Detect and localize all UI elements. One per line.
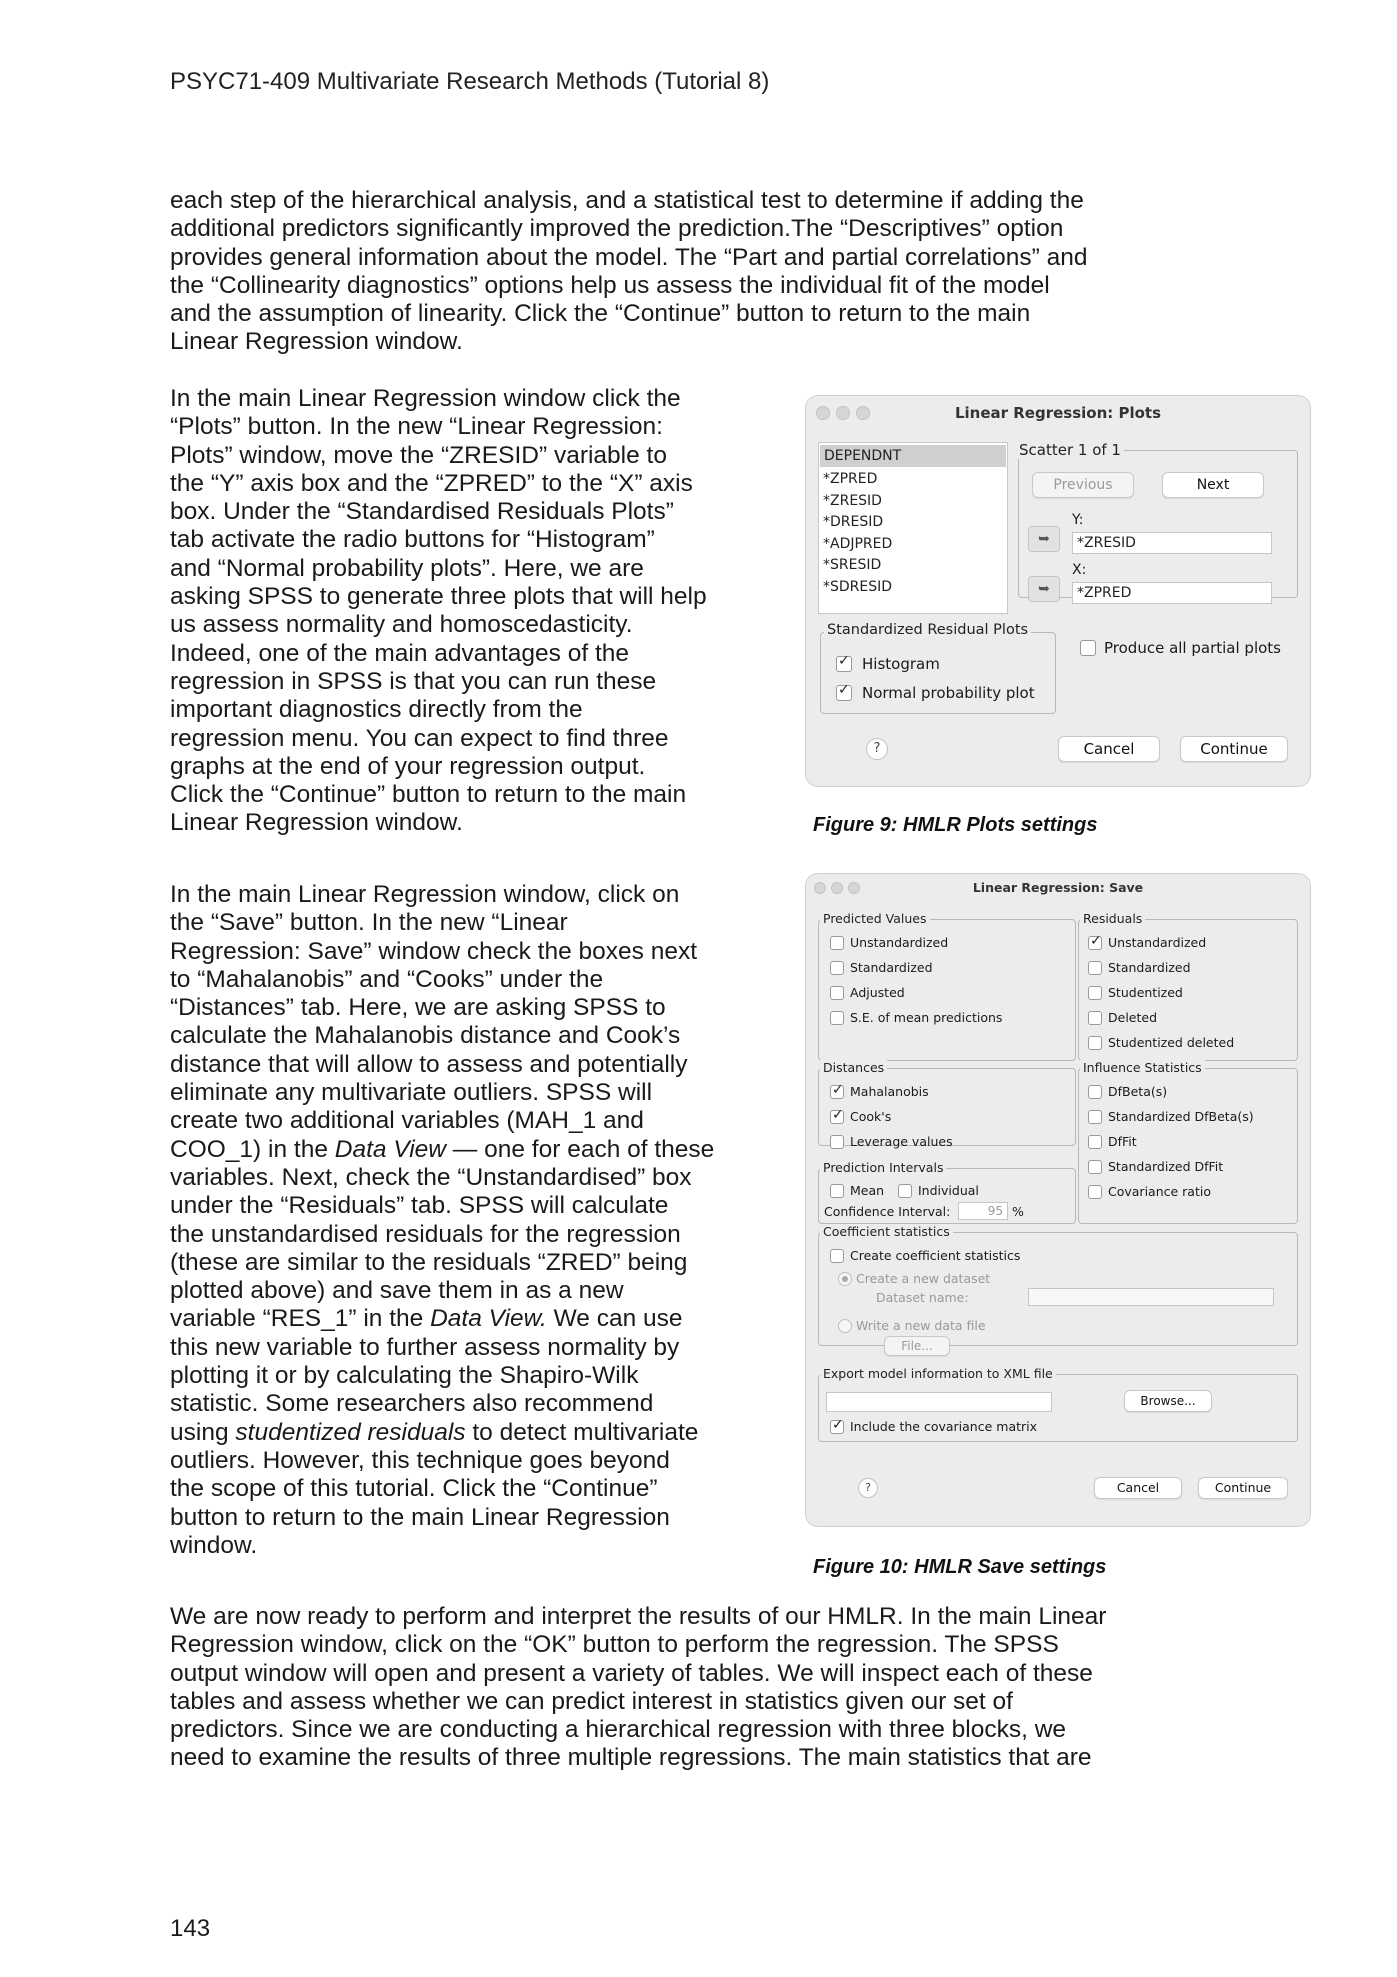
cancel-button[interactable]: Cancel: [1094, 1477, 1182, 1499]
text-line: outliers. However, this technique goes beyond: [170, 1446, 670, 1474]
text-line: distance that will allow to assess and potentially: [170, 1050, 688, 1078]
create-coef-checkbox[interactable]: [830, 1249, 844, 1263]
text-run: COO_1) in the: [170, 1135, 335, 1163]
y-axis-label: Y:: [1072, 512, 1084, 528]
pv-standardized-label: Standardized: [850, 960, 933, 975]
covariance-ratio-label: Covariance ratio: [1108, 1184, 1211, 1199]
confidence-interval-field[interactable]: 95: [958, 1202, 1008, 1220]
text-line: statistic. Some researchers also recommend: [170, 1390, 654, 1418]
variable-list[interactable]: [818, 442, 1008, 614]
list-item[interactable]: *SRESID: [823, 557, 882, 573]
std-residual-label: Standardized Residual Plots: [824, 622, 1031, 638]
zoom-window-icon[interactable]: [848, 882, 860, 894]
paragraph-results: [170, 1603, 1270, 1773]
r-studentized-deleted-checkbox[interactable]: [1088, 1036, 1102, 1050]
text-run: We can use: [546, 1305, 683, 1333]
pv-unstandardized-label: Unstandardized: [850, 935, 949, 950]
mahalanobis-checkbox[interactable]: [830, 1085, 844, 1099]
text-run: using: [170, 1418, 236, 1446]
text-line: asking SPSS to generate three plots that will help: [170, 583, 707, 611]
write-file-label: Write a new data file: [856, 1318, 986, 1333]
pv-se-label: S.E. of mean predictions: [850, 1010, 1003, 1025]
text-line: Plots” window, move the “ZRESID” variable to: [170, 441, 667, 469]
r-deleted-label: Deleted: [1108, 1010, 1158, 1025]
list-item[interactable]: DEPENDNT: [820, 445, 1006, 467]
text-line: Regression: Save” window check the boxes next: [170, 937, 698, 965]
move-to-x-arrow-icon[interactable]: ➥: [1028, 576, 1060, 602]
text-line: the “Collinearity diagnostics” options help us assess the individual fit of the model: [170, 271, 1050, 299]
export-path-field[interactable]: [826, 1392, 1052, 1412]
text-line: [170, 1305, 790, 1333]
r-studentized-deleted-label: Studentized deleted: [1108, 1035, 1235, 1050]
text-line: (these are similar to the residuals “ZRED” being: [170, 1248, 688, 1276]
text-line: to “Mahalanobis” and “Cooks” under the: [170, 965, 604, 993]
pv-adjusted-label: Adjusted: [850, 985, 905, 1000]
pv-se-checkbox[interactable]: [830, 1011, 844, 1025]
page-header: PSYC71-409 Multivariate Research Methods (Tutorial 8): [170, 68, 770, 95]
text-line: this new variable to further assess normality by: [170, 1333, 680, 1361]
text-line: eliminate any multivariate outliers. SPSS will: [170, 1079, 653, 1107]
text-line: calculate the Mahalanobis distance and Cook’s: [170, 1022, 681, 1050]
plots-dialog: [806, 396, 1310, 786]
file-button[interactable]: File...: [884, 1336, 950, 1356]
new-dataset-radio[interactable]: [838, 1272, 852, 1286]
cooks-checkbox[interactable]: [830, 1110, 844, 1124]
list-item[interactable]: *ZRESID: [823, 492, 882, 509]
pi-individual-checkbox[interactable]: [898, 1184, 912, 1198]
text-line: additional predictors significantly improved the prediction.The “Descriptives” option: [170, 215, 1064, 243]
std-dffit-checkbox[interactable]: [1088, 1160, 1102, 1174]
text-line: tab activate the radio buttons for “Histogram”: [170, 526, 655, 554]
page-number: 143: [170, 1915, 211, 1942]
text-line: predictors. Since we are conducting a hierarchical regression with three blocks, we: [170, 1716, 1067, 1744]
pi-mean-checkbox[interactable]: [830, 1184, 844, 1198]
dfbeta-label: DfBeta(s): [1108, 1084, 1168, 1099]
text-run-italic: Data View: [334, 1135, 446, 1163]
text-run: — one for each of these: [446, 1135, 715, 1163]
close-window-icon[interactable]: [814, 882, 826, 894]
text-line: the scope of this tutorial. Click the “Continue”: [170, 1475, 658, 1503]
cancel-button[interactable]: Cancel: [1058, 736, 1160, 762]
text-run: to detect multivariate: [465, 1418, 699, 1446]
distances-label: Distances: [820, 1060, 887, 1075]
continue-button[interactable]: Continue: [1198, 1477, 1288, 1499]
covariance-ratio-checkbox[interactable]: [1088, 1185, 1102, 1199]
text-line: tables and assess whether we can predict interest in statistics given our set of: [170, 1687, 1013, 1715]
pv-adjusted-checkbox[interactable]: [830, 986, 844, 1000]
pv-unstandardized-checkbox[interactable]: [830, 936, 844, 950]
text-line: and the assumption of linearity. Click the “Continue” button to return to the main: [170, 300, 1031, 328]
zoom-window-icon[interactable]: [856, 406, 870, 420]
dffit-label: DfFit: [1108, 1134, 1137, 1149]
partial-plots-checkbox[interactable]: [1080, 640, 1096, 656]
leverage-checkbox[interactable]: [830, 1135, 844, 1149]
text-line: Linear Regression window.: [170, 328, 463, 356]
x-axis-label: X:: [1072, 562, 1087, 578]
help-button[interactable]: ?: [866, 738, 888, 760]
help-button[interactable]: ?: [858, 1478, 878, 1498]
normal-plot-checkbox[interactable]: [836, 685, 852, 701]
text-line: the “Y” axis box and the “ZPRED” to the “X” axis: [170, 469, 693, 497]
text-line: “Plots” button. In the new “Linear Regression:: [170, 413, 663, 441]
y-axis-field[interactable]: *ZRESID: [1072, 532, 1272, 554]
plots-dialog-title: Linear Regression: Plots: [954, 404, 1162, 422]
text-line: and “Normal probability plots”. Here, we are: [170, 554, 644, 582]
text-run-italic: studentized residuals: [235, 1418, 466, 1446]
figure-10-caption: Figure 10: HMLR Save settings: [813, 1556, 1107, 1578]
x-axis-field[interactable]: *ZPRED: [1072, 582, 1272, 604]
coefficient-label: Coefficient statistics: [820, 1224, 953, 1239]
text-line: In the main Linear Regression window click the: [170, 385, 681, 412]
list-item[interactable]: *ZPRED: [823, 471, 878, 487]
create-coef-label: Create coefficient statistics: [850, 1248, 1021, 1263]
previous-button[interactable]: Previous: [1032, 472, 1134, 498]
paragraph-save: [170, 881, 790, 1560]
text-line: each step of the hierarchical analysis, and a statistical test to determine if adding the: [170, 187, 1084, 214]
r-unstandardized-label: Unstandardized: [1108, 935, 1207, 950]
dfbeta-checkbox[interactable]: [1088, 1085, 1102, 1099]
pi-mean-label: Mean: [850, 1183, 885, 1198]
text-run-italic: Data View.: [430, 1305, 547, 1333]
histogram-label: Histogram: [862, 655, 940, 673]
std-dfbeta-label: Standardized DfBeta(s): [1108, 1109, 1254, 1124]
minimize-window-icon[interactable]: [831, 882, 843, 894]
r-studentized-label: Studentized: [1108, 985, 1183, 1000]
text-line: under the “Residuals” tab. SPSS will calculate: [170, 1192, 669, 1220]
histogram-checkbox[interactable]: [836, 656, 852, 672]
text-line: us assess normality and homoscedasticity.: [170, 611, 633, 639]
std-dffit-label: Standardized DfFit: [1108, 1159, 1224, 1174]
dffit-checkbox[interactable]: [1088, 1135, 1102, 1149]
text-run: variable “RES_1” in the: [170, 1305, 431, 1333]
text-line: create two additional variables (MAH_1 and: [170, 1107, 644, 1135]
list-item[interactable]: *DRESID: [823, 514, 884, 530]
text-line: In the main Linear Regression window, click on: [170, 881, 680, 908]
browse-button[interactable]: Browse...: [1124, 1390, 1212, 1412]
r-deleted-checkbox[interactable]: [1088, 1011, 1102, 1025]
text-line: graphs at the end of your regression output.: [170, 752, 646, 780]
next-button[interactable]: Next: [1162, 472, 1264, 498]
text-line: output window will open and present a variety of tables. We will inspect each of these: [170, 1659, 1093, 1687]
r-unstandardized-checkbox[interactable]: [1088, 936, 1102, 950]
text-line: important diagnostics directly from the: [170, 696, 583, 724]
partial-plots-label: Produce all partial plots: [1104, 639, 1281, 657]
text-line: plotting it or by calculating the Shapiro-Wilk: [170, 1362, 639, 1390]
paragraph-plots: [170, 385, 790, 838]
text-line: [170, 1136, 790, 1164]
pi-individual-label: Individual: [918, 1183, 979, 1198]
move-to-y-arrow-icon[interactable]: ➥: [1028, 526, 1060, 552]
text-line: variables. Next, check the “Unstandardised” box: [170, 1163, 692, 1191]
dataset-name-field[interactable]: [1028, 1288, 1274, 1306]
cooks-label: Cook's: [850, 1109, 892, 1124]
close-window-icon[interactable]: [816, 406, 830, 420]
new-dataset-label: Create a new dataset: [856, 1271, 991, 1286]
export-label: Export model information to XML file: [820, 1366, 1056, 1381]
text-line: regression menu. You can expect to find three: [170, 724, 669, 752]
r-studentized-checkbox[interactable]: [1088, 986, 1102, 1000]
text-line: provides general information about the model. The “Part and partial correlations” and: [170, 243, 1088, 271]
list-item[interactable]: *ADJPRED: [823, 535, 893, 552]
text-line: plotted above) and save them in as a new: [170, 1277, 624, 1305]
paragraph-intro: [170, 187, 1250, 357]
write-file-radio[interactable]: [838, 1319, 852, 1333]
text-line: window.: [170, 1531, 258, 1559]
text-line: Indeed, one of the main advantages of the: [170, 639, 630, 667]
normal-plot-label: Normal probability plot: [862, 684, 1035, 702]
include-covariance-label: Include the covariance matrix: [850, 1419, 1038, 1434]
predicted-values-label: Predicted Values: [820, 911, 930, 926]
influence-label: Influence Statistics: [1080, 1060, 1205, 1075]
scatter-label: Scatter 1 of 1: [1016, 441, 1124, 459]
save-dialog-title: Linear Regression: Save: [972, 880, 1144, 895]
text-line: “Distances” tab. Here, we are asking SPSS to: [170, 994, 666, 1022]
dataset-name-label: Dataset name:: [876, 1290, 969, 1305]
text-line: the unstandardised residuals for the regression: [170, 1220, 681, 1248]
continue-button[interactable]: Continue: [1180, 736, 1288, 762]
mahalanobis-label: Mahalanobis: [850, 1084, 929, 1099]
text-line: the “Save” button. In the new “Linear: [170, 909, 568, 937]
text-line: We are now ready to perform and interpret the results of our HMLR. In the main Linear: [170, 1603, 1107, 1630]
residuals-label: Residuals: [1080, 911, 1145, 926]
r-standardized-checkbox[interactable]: [1088, 961, 1102, 975]
save-dialog: [806, 874, 1310, 1526]
r-standardized-label: Standardized: [1108, 960, 1191, 975]
include-covariance-checkbox[interactable]: [830, 1420, 844, 1434]
text-line: box. Under the “Standardised Residuals Plots”: [170, 498, 674, 526]
pv-standardized-checkbox[interactable]: [830, 961, 844, 975]
text-line: Regression window, click on the “OK” button to perform the regression. The SPSS: [170, 1631, 1059, 1659]
confidence-interval-percent: %: [1012, 1204, 1024, 1219]
figure-9-caption: Figure 9: HMLR Plots settings: [813, 814, 1098, 836]
std-dfbeta-checkbox[interactable]: [1088, 1110, 1102, 1124]
minimize-window-icon[interactable]: [836, 406, 850, 420]
text-line: Click the “Continue” button to return to the main: [170, 781, 687, 809]
text-line: Linear Regression window.: [170, 809, 463, 837]
text-line: need to examine the results of three multiple regressions. The main statistics that are: [170, 1744, 1092, 1772]
text-line: [170, 1419, 790, 1447]
confidence-interval-label: Confidence Interval:: [824, 1204, 951, 1219]
prediction-intervals-label: Prediction Intervals: [820, 1160, 946, 1175]
list-item[interactable]: *SDRESID: [823, 578, 893, 595]
leverage-label: Leverage values: [850, 1134, 953, 1149]
text-line: button to return to the main Linear Regression: [170, 1503, 670, 1531]
text-line: regression in SPSS is that you can run these: [170, 667, 657, 695]
